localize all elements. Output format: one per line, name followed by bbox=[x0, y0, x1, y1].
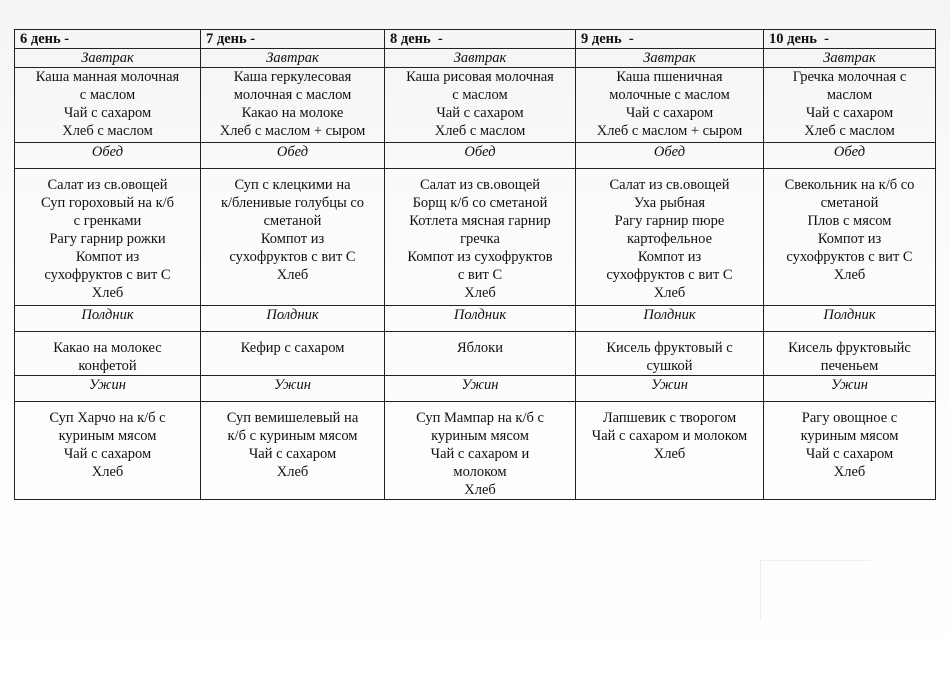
meal-label-dinner: Ужин bbox=[576, 376, 764, 402]
meal-label-breakfast: Завтрак bbox=[15, 49, 201, 68]
dish-line: сметаной bbox=[820, 195, 879, 211]
dish-line: Хлеб с маслом + сыром bbox=[596, 123, 743, 139]
dish-line: Свекольник на к/б со bbox=[784, 177, 915, 193]
dish-line: Чай с сахаром bbox=[805, 446, 894, 462]
dish-line: куриным мясом bbox=[431, 428, 529, 444]
dish-line: сухофруктов с вит С bbox=[786, 249, 913, 265]
dish-line: Рагу гарнир рожки bbox=[49, 231, 166, 247]
dish-line: Компот из сухофруктов bbox=[407, 249, 553, 265]
dish-line: Суп с клецкими на bbox=[234, 177, 351, 193]
dish-line: Салат из св.овощей bbox=[47, 177, 168, 193]
dish-line: Котлета мясная гарнир bbox=[409, 213, 551, 229]
dinner-cell bbox=[764, 402, 936, 500]
dish-line: Уха рыбная bbox=[633, 195, 706, 211]
dish-line: к/бленивые голубцы со bbox=[220, 195, 365, 211]
snack-label-row bbox=[15, 306, 936, 332]
dish-line: сушкой bbox=[646, 358, 693, 374]
breakfast-row bbox=[15, 68, 936, 143]
dish-line: Каша манная молочная bbox=[35, 69, 180, 85]
dish-line: куриным мясом bbox=[800, 428, 899, 444]
dish-line: Компот из bbox=[637, 249, 702, 265]
dish-line: Суп гороховый на к/б bbox=[40, 195, 175, 211]
dish-line: Компот из bbox=[75, 249, 140, 265]
dish-line: Компот из bbox=[817, 231, 882, 247]
dish-line: с маслом bbox=[452, 87, 508, 103]
dish-line: Яблоки bbox=[457, 340, 503, 356]
dish-line: Хлеб с маслом bbox=[434, 123, 526, 139]
dinner-cell bbox=[201, 402, 385, 500]
dish-line: молочная с маслом bbox=[233, 87, 352, 103]
dish-line: Каша рисовая молочная bbox=[406, 69, 554, 85]
dish-line: Хлеб bbox=[653, 285, 686, 301]
dish-line: Кисель фруктовый с bbox=[606, 340, 733, 356]
dish-line: Чай с сахаром bbox=[248, 446, 337, 462]
meal-label-dinner: Ужин bbox=[764, 376, 936, 402]
dinner-label-row bbox=[15, 376, 936, 402]
breakfast-cell bbox=[576, 68, 764, 143]
dish-line: конфетой bbox=[78, 358, 137, 374]
dish-line: печеньем bbox=[820, 358, 879, 374]
lunch-label-row bbox=[15, 143, 936, 169]
meal-label-lunch: Обед bbox=[764, 143, 936, 169]
meal-label-breakfast: Завтрак bbox=[201, 49, 385, 68]
dish-line: Кефир с сахаром bbox=[240, 340, 345, 356]
dish-line: Чай с сахаром bbox=[625, 105, 714, 121]
dish-line: Чай с сахаром bbox=[436, 105, 524, 121]
dish-line: картофельное bbox=[626, 231, 713, 247]
dish-line: с вит С bbox=[457, 267, 503, 283]
snack-cell bbox=[385, 332, 576, 376]
day-header: 7 день - bbox=[201, 30, 385, 49]
dish-line: Рагу гарнир пюре bbox=[614, 213, 725, 229]
menu-table bbox=[14, 29, 936, 500]
breakfast-label-row bbox=[15, 49, 936, 68]
dish-line: Хлеб bbox=[464, 482, 496, 498]
day-header: 6 день - bbox=[15, 30, 201, 49]
dish-line: Хлеб bbox=[91, 464, 124, 480]
dish-line: Рагу овощное с bbox=[801, 410, 898, 426]
day-header-row bbox=[15, 30, 936, 49]
meal-label-breakfast: Завтрак bbox=[764, 49, 936, 68]
dish-line: маслом bbox=[826, 87, 873, 103]
dish-line: Суп Харчо на к/б с bbox=[49, 410, 166, 426]
dish-line: сухофруктов с вит С bbox=[44, 267, 171, 283]
breakfast-cell bbox=[15, 68, 201, 143]
dish-line: Какао на молоке bbox=[241, 105, 344, 121]
dish-line: Какао на молокес bbox=[53, 340, 162, 356]
dish-line: гречка bbox=[460, 231, 500, 247]
dish-line: Хлеб bbox=[276, 267, 309, 283]
breakfast-cell bbox=[201, 68, 385, 143]
dish-line: Хлеб bbox=[653, 446, 686, 462]
dish-line: молоком bbox=[453, 464, 507, 480]
meal-label-lunch: Обед bbox=[15, 143, 201, 169]
lunch-cell bbox=[201, 169, 385, 306]
dish-line: с маслом bbox=[79, 87, 136, 103]
meal-label-breakfast: Завтрак bbox=[576, 49, 764, 68]
dinner-cell bbox=[385, 402, 576, 500]
dinner-cell bbox=[576, 402, 764, 500]
snack-cell bbox=[764, 332, 936, 376]
lunch-cell bbox=[764, 169, 936, 306]
lunch-cell bbox=[15, 169, 201, 306]
dish-line: Хлеб bbox=[91, 285, 124, 301]
meal-label-dinner: Ужин bbox=[15, 376, 201, 402]
dish-line: Хлеб bbox=[276, 464, 309, 480]
meal-label-lunch: Обед bbox=[576, 143, 764, 169]
dish-line: куриным мясом bbox=[58, 428, 157, 444]
dinner-cell bbox=[15, 402, 201, 500]
dish-line: Лапшевик с творогом bbox=[602, 410, 737, 426]
day-header: 10 день - bbox=[764, 30, 936, 49]
dish-line: Чай с сахаром bbox=[805, 105, 894, 121]
dish-line: Салат из св.овощей bbox=[419, 177, 541, 193]
meal-label-lunch: Обед bbox=[385, 143, 576, 169]
snack-cell bbox=[576, 332, 764, 376]
meal-label-dinner: Ужин bbox=[385, 376, 576, 402]
day-header: 9 день - bbox=[576, 30, 764, 49]
meal-label-snack: Полдник bbox=[201, 306, 385, 332]
dish-line: Чай с сахаром bbox=[63, 105, 152, 121]
dish-line: с гренками bbox=[73, 213, 142, 229]
dish-line: Хлеб bbox=[833, 267, 866, 283]
dish-line: сухофруктов с вит С bbox=[606, 267, 733, 283]
meal-label-snack: Полдник bbox=[15, 306, 201, 332]
dish-line: Каша пшеничная bbox=[616, 69, 723, 85]
dish-line: Гречка молочная с bbox=[792, 69, 907, 85]
dish-line: Чай с сахаром и молоком bbox=[591, 428, 748, 444]
dish-line: Кисель фруктовыйс bbox=[788, 340, 911, 356]
lunch-cell bbox=[385, 169, 576, 306]
dinner-row bbox=[15, 402, 936, 500]
meal-label-dinner: Ужин bbox=[201, 376, 385, 402]
meal-label-lunch: Обед bbox=[201, 143, 385, 169]
dish-line: Хлеб с маслом bbox=[804, 123, 895, 139]
dish-line: Суп Мампар на к/б с bbox=[416, 410, 544, 426]
meal-label-snack: Полдник bbox=[385, 306, 576, 332]
dish-line: молочные с маслом bbox=[609, 87, 730, 103]
meal-label-breakfast: Завтрак bbox=[385, 49, 576, 68]
meal-label-snack: Полдник bbox=[764, 306, 936, 332]
meal-label-snack: Полдник bbox=[576, 306, 764, 332]
dish-line: Каша геркулесовая bbox=[233, 69, 352, 85]
breakfast-cell bbox=[764, 68, 936, 143]
dish-line: Чай с сахаром bbox=[63, 446, 152, 462]
dish-line: Хлеб с маслом bbox=[62, 123, 153, 139]
lunch-cell bbox=[576, 169, 764, 306]
lunch-row bbox=[15, 169, 936, 306]
day-header: 8 день - bbox=[385, 30, 576, 49]
dish-line: Борщ к/б со сметаной bbox=[412, 195, 548, 211]
dish-line: Хлеб bbox=[464, 285, 496, 301]
dish-line: Салат из св.овощей bbox=[609, 177, 730, 193]
dish-line: Суп вемишелевый на bbox=[226, 410, 359, 426]
dish-line: сметаной bbox=[263, 213, 322, 229]
breakfast-cell bbox=[385, 68, 576, 143]
faint-stamp-mark bbox=[760, 560, 871, 621]
dish-line: к/б с куриным мясом bbox=[227, 428, 358, 444]
dish-line: Компот из bbox=[260, 231, 325, 247]
dish-line: сухофруктов с вит С bbox=[229, 249, 356, 265]
dish-line: Чай с сахаром и bbox=[430, 446, 530, 462]
dish-line: Хлеб с маслом + сыром bbox=[219, 123, 366, 139]
snack-row bbox=[15, 332, 936, 376]
dish-line: Хлеб bbox=[833, 464, 866, 480]
snack-cell bbox=[15, 332, 201, 376]
snack-cell bbox=[201, 332, 385, 376]
dish-line: Плов с мясом bbox=[807, 213, 892, 229]
